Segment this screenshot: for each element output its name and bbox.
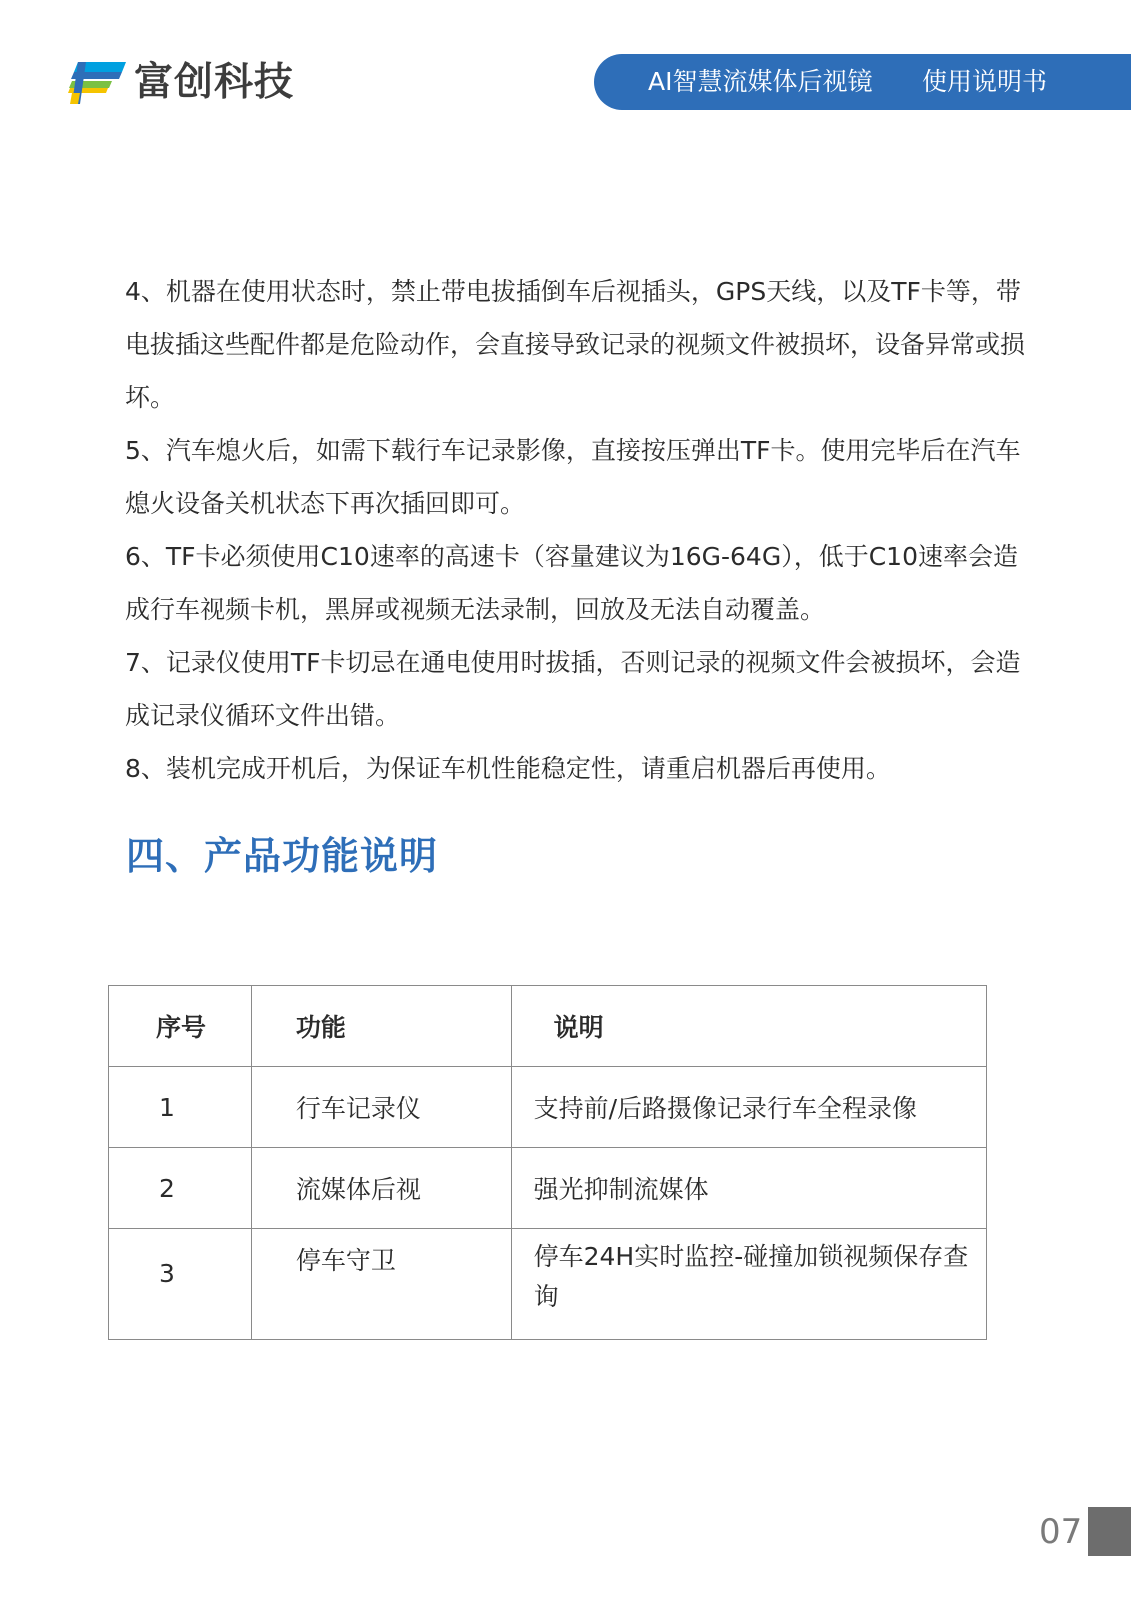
note-item: 7、记录仪使用TF卡切忌在通电使用时拔插，否则记录的视频文件会被损坏，会造成记录仪循环文件出错。 bbox=[125, 648, 1021, 730]
function-table bbox=[108, 985, 987, 1340]
note-item: 4、机器在使用状态时，禁止带电拔插倒车后视插头，GPS天线，以及TF卡等，带电拔插这些配件都是危险动作，会直接导致记录的视频文件被损坏，设备异常或损坏。 bbox=[125, 277, 1026, 412]
company-logo-icon bbox=[68, 60, 128, 106]
header-description: 说明 bbox=[511, 986, 986, 1067]
row-index: 3 bbox=[109, 1229, 252, 1340]
table-row bbox=[109, 1229, 987, 1340]
row-feature: 行车记录仪 bbox=[251, 1067, 511, 1148]
header-feature: 功能 bbox=[251, 986, 511, 1067]
row-index: 1 bbox=[109, 1067, 252, 1148]
note-item: 6、TF卡必须使用C10速率的高速卡（容量建议为16G-64G），低于C10速率会造成行车视频卡机，黑屏或视频无法录制，回放及无法自动覆盖。 bbox=[125, 542, 1018, 624]
row-feature: 流媒体后视 bbox=[251, 1148, 511, 1229]
page-number: 07 bbox=[1039, 1512, 1083, 1552]
table-row bbox=[109, 1148, 987, 1229]
header-title-bar bbox=[594, 54, 1131, 110]
note-item: 8、装机完成开机后，为保证车机性能稳定性，请重启机器后再使用。 bbox=[125, 754, 891, 783]
row-description: 停车24H实时监控-碰撞加锁视频保存查询 bbox=[511, 1229, 986, 1340]
precautions-list bbox=[125, 265, 1025, 795]
manual-label: 使用说明书 bbox=[922, 67, 1048, 96]
table-row bbox=[109, 1067, 987, 1148]
table-header-row bbox=[109, 986, 987, 1067]
row-index: 2 bbox=[109, 1148, 252, 1229]
product-title: AI智慧流媒体后视镜 bbox=[648, 67, 873, 96]
row-description: 强光抑制流媒体 bbox=[511, 1148, 986, 1229]
page-marker-block bbox=[1088, 1507, 1131, 1556]
row-feature: 停车守卫 bbox=[251, 1229, 511, 1340]
company-name: 富创科技 bbox=[134, 60, 295, 105]
header-index: 序号 bbox=[109, 986, 252, 1067]
row-description: 支持前/后路摄像记录行车全程录像 bbox=[511, 1067, 986, 1148]
section-title: 四、产品功能说明 bbox=[126, 834, 439, 878]
note-item: 5、汽车熄火后，如需下载行车记录影像，直接按压弹出TF卡。使用完毕后在汽车熄火设备关机状态下再次插回即可。 bbox=[125, 436, 1021, 518]
company-logo bbox=[68, 55, 294, 111]
